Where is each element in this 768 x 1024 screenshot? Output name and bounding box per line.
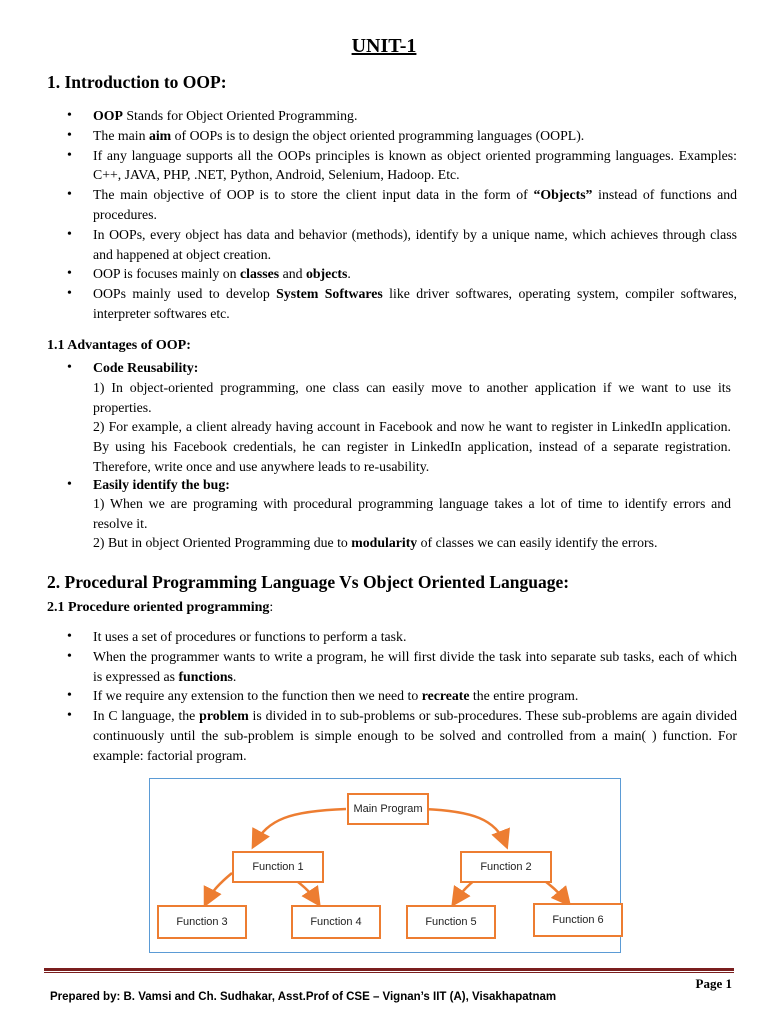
code-reuse-point-1: 1) In object-oriented programming, one class can easily move to another application if we want to use its properties. xyxy=(93,380,731,415)
list-item: • In C language, the problem is divided in to sub-problems or sub-procedures. These sub-problems are again divided continuously until the sub-problem is simple enough to be solved and controlled from a main( ) function. For example: factorial program. xyxy=(47,706,737,765)
arrow-f1-to-f3 xyxy=(206,873,232,903)
function-5-box: Function 5 xyxy=(406,905,496,939)
function-4-box: Function 4 xyxy=(291,905,381,939)
list-item: • In OOPs, every object has data and behavior (methods), identify by a unique name, which achieves through class and happened at object creation. xyxy=(47,225,737,265)
procedure-diagram xyxy=(149,778,621,953)
function-6-box: Function 6 xyxy=(533,903,623,937)
list-item: • It uses a set of procedures or functions to perform a task. xyxy=(47,627,737,647)
list-item: • When the programmer wants to write a program, he will first divide the task into separate sub tasks, each of which is expressed as functions. xyxy=(47,647,737,687)
list-item: • The main objective of OOP is to store the client input data in the form of “Objects” instead of functions and procedures. xyxy=(47,185,737,225)
code-reuse-point-2: 2) For example, a client already having account in Facebook and now he want to register in LinkedIn application. By using his Facebook credentials, he can register in LinkedIn application, instead of a separate registration. Therefore, write once and use anywhere leads to re-usability. xyxy=(93,419,731,474)
list-item: • Easily identify the bug: xyxy=(47,475,737,495)
main-program-box: Main Program xyxy=(347,793,429,825)
list-item: • OOP is focuses mainly on classes and objects. xyxy=(47,264,737,284)
section1-heading: 1. Introduction to OOP: xyxy=(47,72,227,92)
list-item: • Code Reusability: xyxy=(47,358,737,378)
advantages-list-2 xyxy=(47,475,737,495)
advantages-list-1 xyxy=(47,358,737,378)
function-1-box: Function 1 xyxy=(232,851,324,883)
section2-subheading: 2.1 Procedure oriented programming: xyxy=(47,600,274,615)
footer-rule-thin xyxy=(44,972,734,973)
bug-point-1: 1) When we are programing with procedural programming language takes a lot of time to identify errors and resolve it. xyxy=(93,496,731,531)
list-item: • OOP Stands for Object Oriented Programming. xyxy=(47,106,737,126)
function-2-box: Function 2 xyxy=(460,851,552,883)
list-item: • If we require any extension to the function then we need to recreate the entire program. xyxy=(47,686,737,706)
section1-list xyxy=(47,106,737,324)
prepared-by: Prepared by: B. Vamsi and Ch. Sudhakar, Asst.Prof of CSE – Vignan’s IIT (A), Visakhapatnam xyxy=(50,991,557,1003)
page-number: Page 1 xyxy=(695,976,732,991)
advantages-heading: 1.1 Advantages of OOP: xyxy=(47,338,191,353)
section2-heading: 2. Procedural Programming Language Vs Object Oriented Language: xyxy=(47,572,570,592)
footer-rule xyxy=(44,968,734,971)
bug-point-2: 2) But in object Oriented Programming due to modularity of classes we can easily identify the errors. xyxy=(93,535,658,550)
list-item: • If any language supports all the OOPs principles is known as object oriented programming languages. Examples: C++, JAVA, PHP, .NET, Python, Android, Selenium, Hadoop. Etc. xyxy=(47,146,737,186)
list-item: • The main aim of OOPs is to design the object oriented programming languages (OOPL). xyxy=(47,126,737,146)
section2-list xyxy=(47,627,737,766)
list-item: • OOPs mainly used to develop System Softwares like driver softwares, operating system, compiler softwares, interpreter softwares etc. xyxy=(47,284,737,324)
arrow-main-to-f2 xyxy=(424,809,506,845)
function-3-box: Function 3 xyxy=(157,905,247,939)
arrow-main-to-f1 xyxy=(254,809,346,845)
unit-title: UNIT-1 xyxy=(351,35,417,57)
